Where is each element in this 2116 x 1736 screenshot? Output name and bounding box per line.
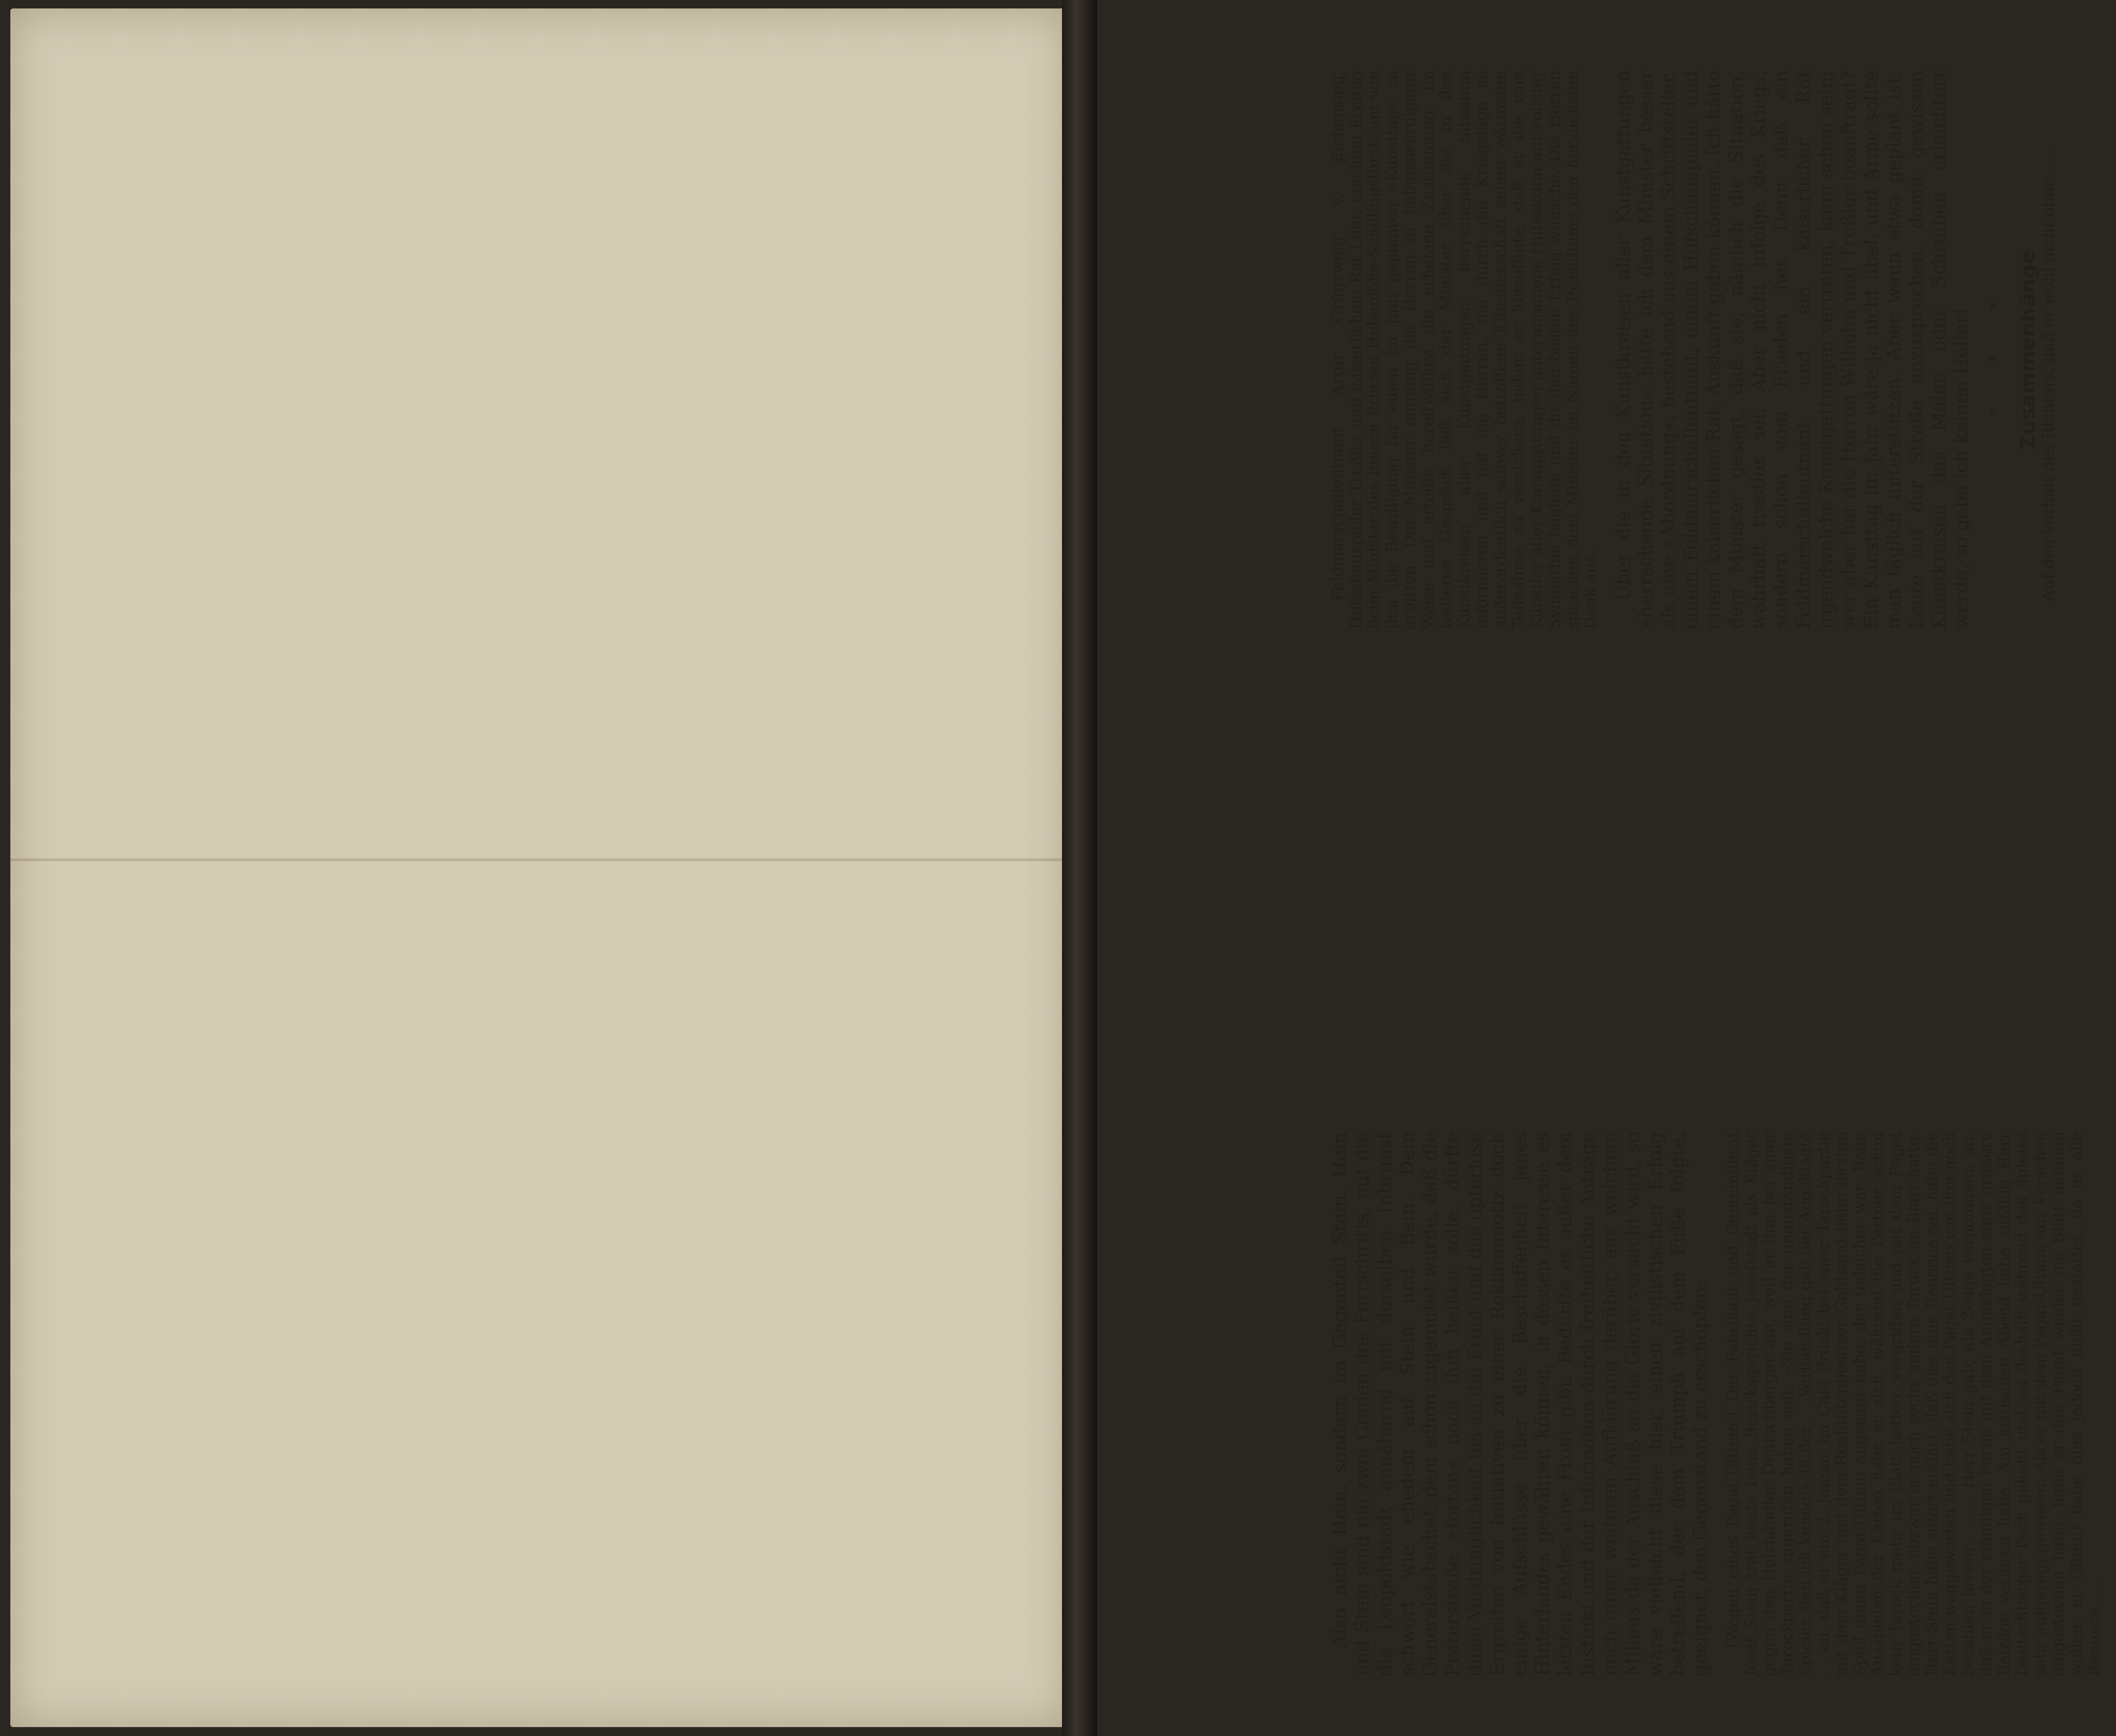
page-number-right: — 21 — xyxy=(1268,419,1297,530)
section-separator: * * * xyxy=(1985,283,2007,417)
section-heading: Zusammenhänge xyxy=(2016,250,2040,450)
page-number-left: — 28 — xyxy=(1268,1255,1297,1366)
left-paragraph-2: (Wegen eines Pagat-Ultimo.) Der Fabrikant und Gemeinderat Josef Stein trat heute beim Bezirksgerichte Josefstadt als Kläger gegen den Holzhändler Deutschberger auf, weil er ihm bei einer Tarockpartie zugerufen haben soll: »Sie sind der unanständigste Spieler, den ich kenne!« In der . . Verhandlung gab der Angeklagte . . an, daß er am 2. Januar im Café Prückl bei einer Tarockpartie mit dem Kläger und dem Realitätenbesitzer Goldsand beim letzten Spiel einen Pagat-Ultimo angesagt habe, der todsicher war. Beim Ausspielen der Karten habe er sich, während die Partner schon kein Tarock mehr im Blatt hatten, vergriffen und mit dem Pagat eingestochen, obzwar er noch sechs andere Tarock im Blatt hatte. Herr Stein habe sofort erklärt, daß dies eine Renonce sei, habe die Karten weggeworfen und habe sich den Pagat-Ultimo von ihm noch bezahlen lassen . . . . Herr Stein gab, als Zeuge vernommen, an, daß er in der ständigen Partie mit dem Angeklagten stets größere Beträge verloren habe. Am kritischen Abend habe zufällig Herr Deutschberger Pech gehabt und sei deshalb während des Spieles sehr aufgeregt gewesen. Als er mit dem Pagat-Ultimo aus Versehen eingestochen habe, habe er den Pagat wieder ins Blatt nehmen wollen; er (Stein) habe dies jedoch nicht gestattet, da er alle Renonce . . . xyxy=(1724,1132,2103,1676)
rotated-spread xyxy=(1066,56,2103,1728)
page-fold xyxy=(10,858,1069,861)
right-paragraph-1: Feldmarschalleutnant Artur Grünzweig v. Eichensieg, Hofschauspieler Treßler und kaiserlichem Rat Lehr, erschien Freitag beim Minister des Innern Prinzen Hohenlohe-Schillingsfürst, um von ihm die Bewilligung für einen im Juni geplanten »Kunsttag« zu erbitten. Der Minister empfing die Herren in liebenswürdigster Weise und erteilte bereitwilligst die erbetene Zustimmung. Im weiteren Gespräch ließ sich der Minister über die in den Kunstkreisen aller Kunstgattungen herrschende Situation informieren und bat die Herren, die durch die Kriegslage so außerordentlich schwer betroffene Künstlerschaft seiner wärmsten Teilnahme zu versichern, indem er hinzufügte, daß er die vom Künstler aller Kunstgattungen unternommene Hilfsaktion mit vollster Sympathie begleite und ihr den besten Erfolg wünsche. Die Herren sprachen dem Minister im Namen des Präsidiums den herzlichsten Dank aus. xyxy=(1328,70,1600,629)
right-column xyxy=(1329,70,2070,629)
left-paragraph-1: Also nicht Hein, sondern im Gegenteil Stein. Hein und Stein sind die zwei Genien des Fortschritts, auf die die Leopoldstadt annähernd mit derselben Inbrunst schwört wie ehedem auf Stein und Bein. Dem Generalstabschef, dem schon zugemutet wurde, daß die Praterstraße »fortan« nach ihm heißen solle, dürfte diese Vordringlichkeit bis an die Front und das opferlose Ergreifen von Initiativen zu einer Reklamenotiz doch einige Aufschlüsse über die Beschaffenheit jenes Hinterlandes gewähren können, in dessen Interesse es letzten Endes eine Front gibt. Bedürfte es außer dem Instinkt und der Information durch freiheitliche Anträge noch einer weiteren Aufklärung darüber, aus welchem Milieus da der Anschluß an die Glorie versucht wird, so wäre vielleicht diese hier, einen zivilistischen Erfolg betreffend, der dem Triumph auf dem Fuße folgte, geeignet, den Gegenstand zu erschöpfen: xyxy=(1329,1132,1711,1676)
right-page xyxy=(1066,56,2089,892)
left-page xyxy=(1066,892,2103,1728)
left-column xyxy=(1329,1132,2116,1676)
right-continuation: Auf den Vorhalt des Richters, daß er wohl nicht ohne . . . xyxy=(2039,147,2057,601)
scanned-sheet xyxy=(10,8,1069,1727)
right-paragraph-2: Über die in den Kunstkreisen aller Kunstgattungen »herrschende Situation« hätte ich dem Minister besser als eine »Abordnung«, bestehend aus einem Schriftsteller, einem Feldmarschalleutnant, einem Hofschauspieler und einem kaiserlichen Rat, Auskunft geben können. Ich hätte dem Minister gesagt, daß sie, nämlich die Situation, wahrhaft trostlos sei. Aber nicht infolge des Kriegs, sondern schon vom Frieden her. Denn daß ein Feldmarschalleutnant und ein kaiserlicher Rat irgendwelche Kunstgattungen vertreten, kann schon sein; wer aber hat die Herren Wilhelm und Treßler beauftragt? Ein Kunsttag im Jahr wäre ja nicht übel, und Arme sollte man täglich unterstützen. Aber wenn etwa geplant ist, Leute auf der Straße anzusprechen, damit gewissen Kunstkreisen das Malen oder Schreiben erleichtert werde, so gebe ich keinen Heller! xyxy=(1612,70,1972,629)
